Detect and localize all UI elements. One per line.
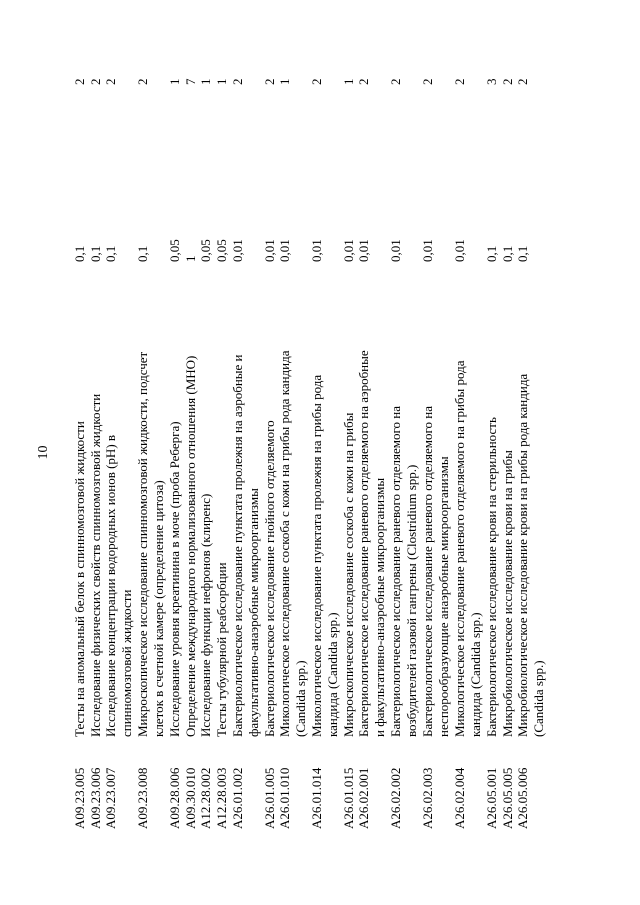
service-name bbox=[198, 323, 214, 737]
multiplicity-value: 2 bbox=[452, 78, 467, 85]
service-name-line: Микологическое исследование раневого отделяемого на грибы рода bbox=[452, 360, 467, 737]
frequency-value: 0,01 bbox=[309, 239, 324, 262]
service-name-line: клеток в счетной камере (определение цитоза) bbox=[150, 480, 166, 737]
frequency-value: 0,01 bbox=[452, 239, 467, 262]
service-name-line: Исследование физических свойств спинномозговой жидкости bbox=[88, 393, 103, 737]
service-name bbox=[262, 323, 278, 737]
frequency-value: 0,05 bbox=[198, 239, 213, 262]
service-name-line: Определение международного нормализованного отношения (МНО) bbox=[183, 355, 198, 737]
service-code: A09.23.008 bbox=[135, 767, 150, 829]
service-name bbox=[103, 323, 134, 737]
service-name bbox=[230, 323, 261, 737]
service-name-line: кандида (Candida spp.) bbox=[467, 612, 483, 737]
service-name-line: Бактериологическое исследование раневого отделяемого на аэробные bbox=[356, 350, 371, 737]
service-name-line: Бактериологическое исследование пунктата пролежня на аэробные и bbox=[230, 354, 245, 737]
service-code: A09.28.006 bbox=[167, 767, 182, 829]
service-name-line: Микроскопическое исследование соскоба с кожи на грибы bbox=[341, 412, 356, 737]
multiplicity-value: 2 bbox=[515, 78, 530, 85]
service-name bbox=[214, 323, 230, 737]
frequency-value: 0,01 bbox=[262, 239, 277, 262]
frequency-value: 0,01 bbox=[230, 239, 245, 262]
service-name-line: (Candida spp.) bbox=[530, 660, 546, 737]
frequency-value: 0,01 bbox=[388, 239, 403, 262]
frequency-value: 0,05 bbox=[214, 239, 229, 262]
service-name bbox=[388, 323, 419, 737]
service-code: A26.05.001 bbox=[484, 767, 499, 829]
service-code: A12.28.003 bbox=[214, 767, 229, 829]
frequency-value: 0,01 bbox=[341, 239, 356, 262]
service-name-line: Исследование функции нефронов (клиренс) bbox=[198, 493, 213, 737]
service-code: A26.05.006 bbox=[515, 767, 530, 829]
service-code: A26.02.003 bbox=[420, 767, 435, 829]
multiplicity-value: 1 bbox=[277, 78, 292, 85]
frequency-value: 0,05 bbox=[167, 239, 182, 262]
service-code: A26.01.014 bbox=[309, 767, 324, 829]
service-code: A26.01.005 bbox=[262, 767, 277, 829]
multiplicity-value: 3 bbox=[484, 78, 499, 85]
frequency-value: 0,1 bbox=[484, 245, 499, 262]
service-name-line: (Candida spp.) bbox=[292, 660, 308, 737]
service-name bbox=[72, 323, 88, 737]
multiplicity-value: 1 bbox=[341, 78, 356, 85]
service-name bbox=[135, 323, 166, 737]
service-name bbox=[515, 323, 546, 737]
service-name-line: Исследование концентрации водородных ионов (pH) в bbox=[103, 434, 118, 737]
service-name-line: Бактериологическое исследование раневого отделяемого на bbox=[420, 406, 435, 737]
service-name-line: Микробиологическое исследование крови на грибы рода кандида bbox=[515, 373, 530, 737]
service-name bbox=[500, 323, 516, 737]
service-name bbox=[420, 323, 451, 737]
service-name bbox=[183, 323, 199, 737]
service-name-line: спинномозговой жидкости bbox=[118, 589, 134, 737]
multiplicity-value: 2 bbox=[420, 78, 435, 85]
service-name-line: кандида (Candida spp.) bbox=[324, 612, 340, 737]
frequency-value: 0,01 bbox=[420, 239, 435, 262]
service-name-line: возбудителей газовой гангрены (Clostridium spp.) bbox=[403, 464, 419, 737]
service-code: A26.02.001 bbox=[356, 767, 371, 829]
service-code: A09.23.006 bbox=[88, 767, 103, 829]
service-code: A26.05.005 bbox=[500, 767, 515, 829]
service-name-line: Микологическое исследование пунктата пролежня на грибы рода bbox=[309, 374, 324, 737]
service-code: A26.01.002 bbox=[230, 767, 245, 829]
frequency-value: 0,01 bbox=[356, 239, 371, 262]
service-name bbox=[277, 323, 308, 737]
service-name bbox=[167, 323, 183, 737]
service-code: A26.01.015 bbox=[341, 767, 356, 829]
frequency-value: 0,1 bbox=[72, 245, 87, 262]
service-name bbox=[452, 323, 483, 737]
service-code: A12.28.002 bbox=[198, 767, 213, 829]
frequency-value: 0,1 bbox=[103, 245, 118, 262]
service-name-line: Тесты на аномальный белок в спинномозговой жидкости bbox=[72, 421, 87, 737]
multiplicity-value: 2 bbox=[230, 78, 245, 85]
multiplicity-value: 2 bbox=[309, 78, 324, 85]
multiplicity-value: 1 bbox=[214, 78, 229, 85]
multiplicity-value: 2 bbox=[135, 78, 150, 85]
service-name-line: Микологическое исследование соскоба с кожи на грибы рода кандида bbox=[277, 350, 292, 737]
service-code: A09.23.007 bbox=[103, 767, 118, 829]
multiplicity-value: 2 bbox=[103, 78, 118, 85]
service-name-line: Микробиологическое исследование крови на грибы bbox=[500, 450, 515, 737]
multiplicity-value: 2 bbox=[72, 78, 87, 85]
service-name-line: Микроскопическое исследование спинномозговой жидкости, подсчет bbox=[135, 351, 150, 737]
multiplicity-value: 2 bbox=[500, 78, 515, 85]
service-name bbox=[341, 323, 357, 737]
frequency-value: 0,1 bbox=[135, 245, 150, 262]
service-name-line: неспорообразующие анаэробные микроорганизмы bbox=[435, 456, 451, 737]
frequency-value: 1 bbox=[183, 255, 198, 262]
service-name bbox=[88, 323, 104, 737]
page-number: 10 bbox=[36, 445, 51, 460]
service-name-line: Бактериологическое исследование раневого отделяемого на bbox=[388, 406, 403, 737]
service-name-line: и факультативно-анаэробные микроорганизмы bbox=[371, 477, 387, 737]
service-name-line: Бактериологическое исследование гнойного отделяемого bbox=[262, 420, 277, 737]
service-name-line: факультативно-анаэробные микроорганизмы bbox=[245, 488, 261, 737]
frequency-value: 0,1 bbox=[500, 245, 515, 262]
service-code: A09.30.010 bbox=[183, 767, 198, 829]
multiplicity-value: 2 bbox=[88, 78, 103, 85]
service-code: A26.02.002 bbox=[388, 767, 403, 829]
multiplicity-value: 7 bbox=[183, 78, 198, 85]
frequency-value: 0,01 bbox=[277, 239, 292, 262]
multiplicity-value: 2 bbox=[262, 78, 277, 85]
multiplicity-value: 2 bbox=[356, 78, 371, 85]
service-name-line: Бактериологическое исследование крови на стерильность bbox=[484, 417, 499, 737]
multiplicity-value: 1 bbox=[198, 78, 213, 85]
service-code: A26.02.004 bbox=[452, 767, 467, 829]
service-name bbox=[309, 323, 340, 737]
service-code: A09.23.005 bbox=[72, 767, 87, 829]
frequency-value: 0,1 bbox=[88, 245, 103, 262]
service-name-line: Исследование уровня креатинина в моче (проба Реберга) bbox=[167, 421, 182, 737]
frequency-value: 0,1 bbox=[515, 245, 530, 262]
service-name bbox=[356, 323, 387, 737]
multiplicity-value: 1 bbox=[167, 78, 182, 85]
service-name bbox=[484, 323, 500, 737]
service-name-line: Тесты тубулярной реабсорбции bbox=[214, 562, 229, 737]
multiplicity-value: 2 bbox=[388, 78, 403, 85]
service-code: A26.01.010 bbox=[277, 767, 292, 829]
